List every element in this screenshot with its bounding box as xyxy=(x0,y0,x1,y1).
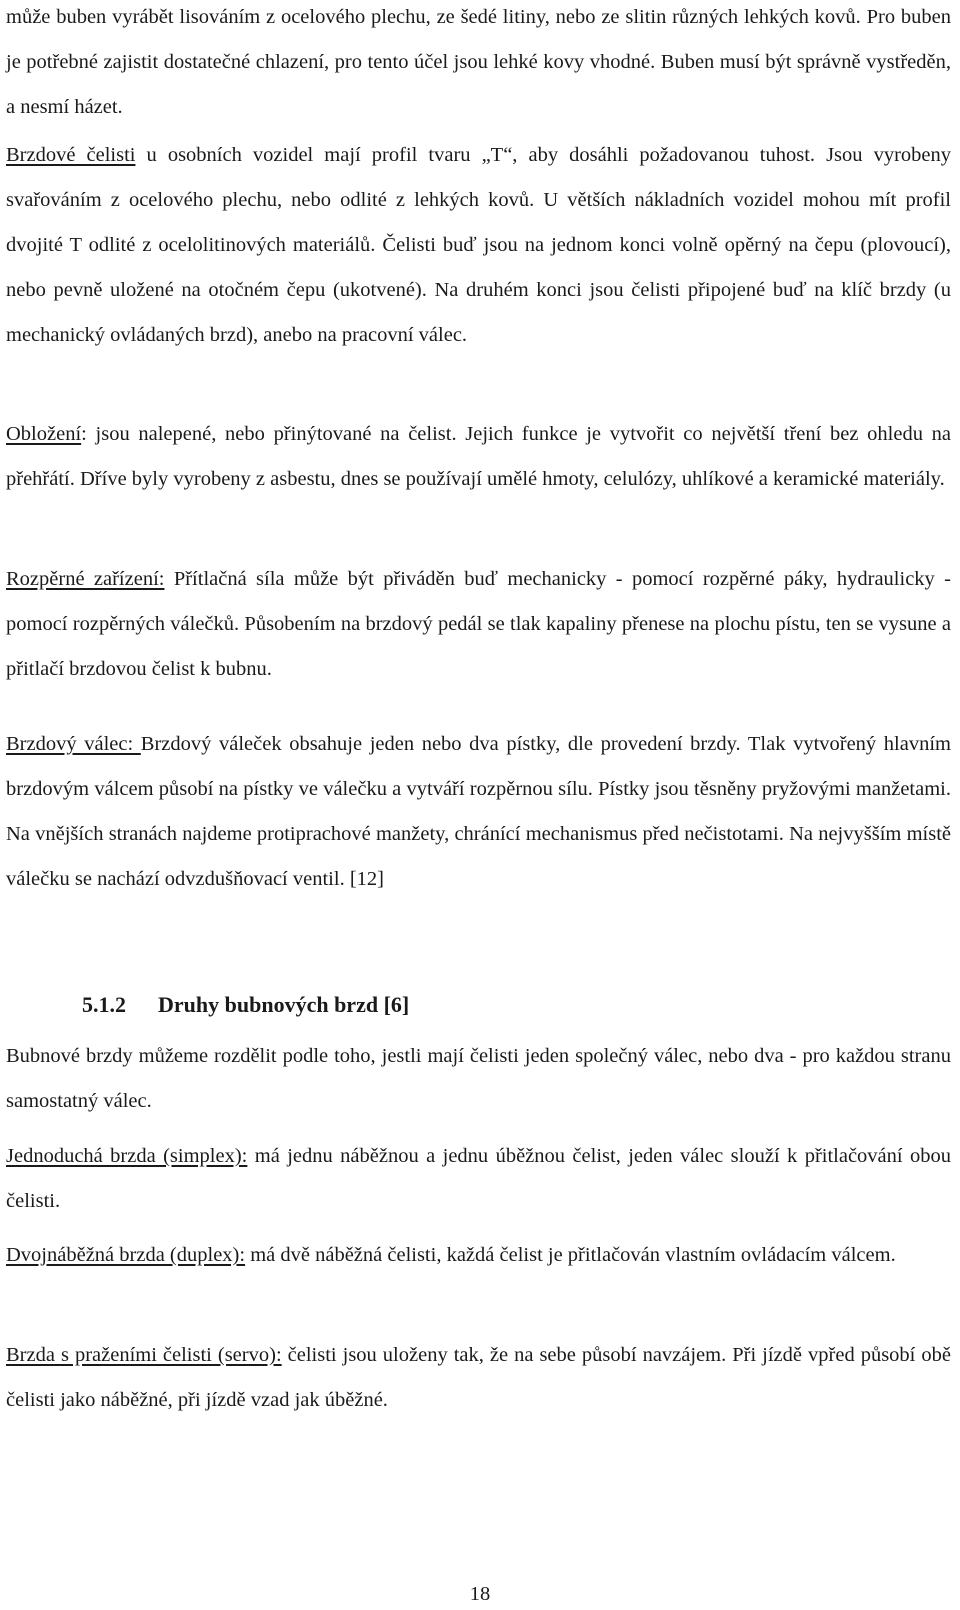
brake-shoes-term: Brzdové čelisti xyxy=(6,144,136,166)
lining-text: : jsou nalepené, nebo přinýtované na čelist. Jejich funkce je vytvořit co největší tření bez ohledu na přehřátí. Dříve byly vyrobeny z asbestu, dnes se používají umělé hmoty, celulózy, uhlíkové a keramické materiály. xyxy=(6,423,951,490)
lining-term: Obložení xyxy=(6,423,82,445)
duplex-text: má dvě náběžná čelisti, každá čelist je přitlačován vlastním ovládacím válcem. xyxy=(245,1244,896,1266)
brake-shoes-paragraph xyxy=(6,133,951,358)
spreader-paragraph xyxy=(6,557,951,692)
section-intro-paragraph: Bubnové brzdy můžeme rozdělit podle toho, jestli mají čelisti jeden společný válec, nebo dva - pro každou stranu samostatný válec. xyxy=(6,1045,951,1112)
lining-paragraph xyxy=(6,412,951,502)
cylinder-text: Brzdový váleček obsahuje jeden nebo dva pístky, dle provedení brzdy. Tlak vytvořený hlavním brzdovým válcem působí na pístky ve válečku a vytváří rozpěrnou sílu. Pístky jsou těsněny pryžovými manžetami. Na vnějších stranách najdeme protiprachové manžety, chránící mechanismus před nečistotami. Na nejvyšším místě válečku se nachází odvzdušňovací ventil. [12] xyxy=(6,733,951,890)
spreader-text: Přítlačná síla může být přiváděn buď mechanicky - pomocí rozpěrné páky, hydraulicky - pomocí rozpěrných válečků. Působením na brzdový pedál se tlak kapaliny přenese na plochu pístu, ten se vysune a přitlačí brzdovou čelist k bubnu. xyxy=(6,568,951,680)
brake-shoes-text: u osobních vozidel mají profil tvaru „T“, aby dosáhli požadovanou tuhost. Jsou vyrobeny svařováním z ocelového plechu, nebo odlité z lehkých kovů. U větších nákladních vozidel mohou mít profil dvojité T odlité z ocelolitinových materiálů. Čelisti buď jsou na jednom konci volně opěrný na čepu (plovoucí), nebo pevně uložené na otočném čepu (ukotvené). Na druhém konci jsou čelisti připojené buď na klíč brzdy (u mechanický ovládaných brzd), anebo na pracovní válec. xyxy=(6,144,952,346)
section-title: Druhy bubnových brzd [6] xyxy=(158,992,410,1017)
servo-paragraph xyxy=(6,1333,951,1423)
servo-text: čelisti jsou uloženy tak, že na sebe působí navzájem. Při jízdě vpřed působí obě čelisti jako náběžné, při jízdě vzad jak úběžné. xyxy=(6,1344,951,1411)
simplex-paragraph xyxy=(6,1134,951,1224)
duplex-term: Dvojnáběžná brzda (duplex): xyxy=(6,1244,246,1266)
section-number: 5.1.2 xyxy=(82,992,126,1017)
duplex-paragraph xyxy=(6,1233,951,1278)
section-heading xyxy=(82,985,409,1025)
cylinder-term: Brzdový válec: xyxy=(6,733,141,755)
simplex-text: má jednu náběžnou a jednu úběžnou čelist, jeden válec slouží k přitlačování obou čelisti. xyxy=(6,1145,952,1212)
intro-paragraph: může buben vyrábět lisováním z ocelového plechu, ze šedé litiny, nebo ze slitin různých lehkých kovů. Pro buben je potřebné zajistit dostatečné chlazení, pro tento účel jsou lehké kovy vhodné. Buben musí být správně vystředěn, a nesmí házet. xyxy=(6,6,951,118)
simplex-term: Jednoduchá brzda (simplex): xyxy=(6,1145,248,1167)
page-number: 18 xyxy=(469,1583,491,1605)
cylinder-paragraph xyxy=(6,722,951,902)
spreader-term: Rozpěrné zařízení: xyxy=(6,568,165,590)
servo-term: Brzda s praženími čelisti (servo): xyxy=(6,1344,282,1366)
